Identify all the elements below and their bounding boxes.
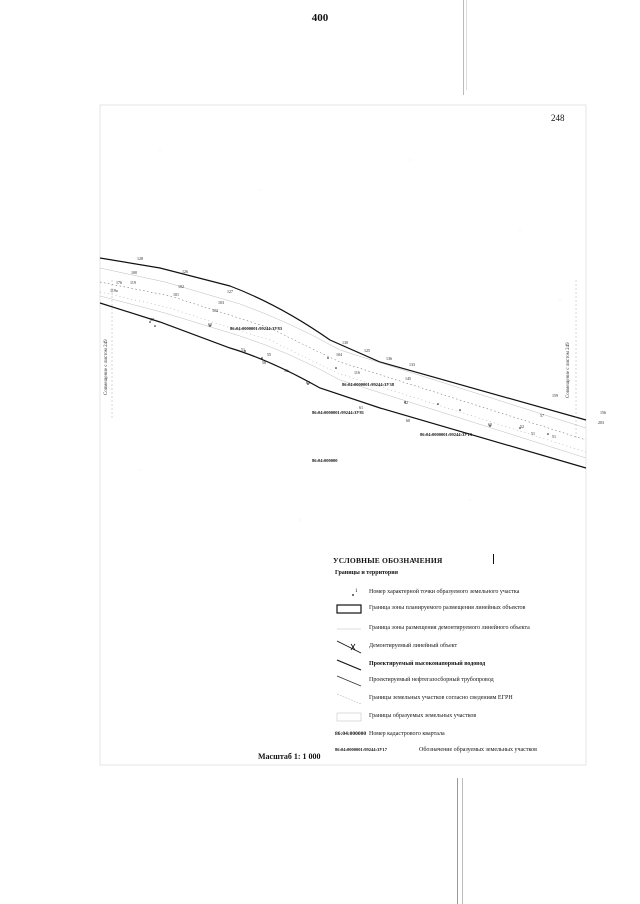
legend-item-formed-parcels [333, 710, 583, 724]
point-label: 156 [600, 410, 606, 415]
legend-item-text: Проектируемый нефтегазосборный трубопровод [369, 677, 494, 683]
match-label-right: Совмещение с листом 249 [566, 342, 571, 398]
parcel-boundary [100, 296, 586, 458]
point-label: 130 [342, 340, 348, 345]
point-label: 101 [173, 292, 179, 297]
thin-rectangle-icon [335, 710, 363, 724]
legend-marker [493, 554, 494, 564]
legend-item-dismantled-object [333, 640, 583, 654]
point-label: 145 [405, 376, 411, 381]
point-label: 136 [386, 356, 392, 361]
point-label: 60 [208, 322, 212, 327]
point-label: 125 [364, 348, 370, 353]
point-label: 51 [531, 431, 535, 436]
point-label: 127 [227, 289, 233, 294]
point-label: 116 [354, 370, 360, 375]
legend-item-text: Граница зоны планируемого размещения линейных объектов [369, 605, 526, 611]
point-label: 102 [212, 308, 218, 313]
legend-subtitle: Границы и территория [335, 570, 398, 576]
legend-item-text: Демонтируемый линейный объект [369, 643, 458, 649]
point-label: 104 [336, 352, 342, 357]
point-label: 52 [520, 424, 524, 429]
legend-item-text: Номер кадастрового квартала [369, 731, 445, 737]
medium-line-icon [335, 674, 363, 688]
point-label: 119 [130, 280, 136, 285]
cadastral-quarter-code: 86:04:000000 [335, 731, 367, 737]
point-label: 103 [218, 300, 224, 305]
legend-item-text: Проектируемый высоконапорный водовод [369, 661, 486, 667]
bold-line-icon [335, 658, 363, 672]
legend-item-text: Границы земельных участков согласно сведениям ЕГРН [369, 695, 513, 701]
point-label: 51 [241, 347, 245, 352]
point-number-icon [335, 586, 363, 600]
cadastral-label: 86:04:0000001:99244:ЗУ81 [312, 410, 365, 415]
cadastral-label: 86:04:0000001:99244:ЗУ83 [230, 326, 283, 331]
legend [333, 556, 583, 736]
point-label: 58 [262, 360, 266, 365]
point-label: 126 [182, 269, 188, 274]
point-label: 61 [359, 405, 363, 410]
legend-title: УСЛОВНЫЕ ОБОЗНАЧЕНИЯ [333, 556, 443, 565]
cadastral-label: 86:04:0000001:99244:ЗУ38 [342, 382, 395, 387]
point-markers [149, 321, 549, 435]
point-label: 51 [552, 434, 556, 439]
point-label: 55 [267, 352, 271, 357]
sheet-number: 248 [551, 113, 565, 123]
thin-line-icon [335, 622, 363, 636]
point-label: 60 [406, 418, 410, 423]
legend-item-text: Границы образуемых земельных участков [369, 713, 477, 719]
legend-item-dismantle-zone [333, 622, 583, 636]
page-number: 400 [311, 12, 329, 24]
legend-item-parcel-designation [333, 744, 593, 758]
legend-item-text: Номер характерной точки образуемого земельного участка [369, 589, 520, 595]
legend-item-cadastral-quarter [333, 728, 583, 742]
point-label: 128 [137, 256, 143, 261]
parcel-designation-code: 86:04:0000001:99244:ЗУ17 [335, 747, 388, 752]
point-label: 102 [178, 284, 184, 289]
point-label: 56 [284, 368, 288, 373]
cadastral-label: 86:04:0000001:99244:ЗУ13 [420, 432, 473, 437]
point-label: 176 [116, 280, 122, 285]
cross-line-icon [335, 640, 363, 654]
legend-item-water-pipeline [333, 658, 583, 672]
point-label: 57 [540, 413, 544, 418]
legend-item-point-number [333, 586, 583, 600]
point-label: 60 [488, 422, 492, 427]
legend-item-egrn-boundaries [333, 692, 583, 706]
point-label: 42 [404, 400, 408, 405]
point-label: 63 [306, 380, 310, 385]
match-label-left: Совмещение с листом 249 [104, 339, 109, 395]
legend-item-text: Граница зоны размещения демонтируемого линейного объекта [369, 625, 530, 631]
point-label: 133 [409, 362, 415, 367]
gray-dashed-line-icon [335, 692, 363, 706]
legend-item-planned-zone [333, 602, 583, 616]
point-label: 87 [150, 317, 154, 322]
point-label: 203 [598, 420, 604, 425]
svg-text:1: 1 [355, 589, 358, 594]
pipeline-line-1 [100, 282, 586, 440]
scale-label: Масштаб 1: 1 000 [258, 752, 321, 761]
point-label: 159 [552, 393, 558, 398]
legend-item-text: Обозначение образуемых земельных участков [419, 747, 537, 753]
cadastral-quarter-label: 86:04:000000 [312, 458, 338, 463]
point-label: 100 [131, 270, 137, 275]
legend-item-oil-pipeline [333, 674, 583, 688]
point-label: 119а [110, 288, 118, 293]
pipeline-line-2 [100, 292, 586, 452]
bold-rectangle-icon [335, 602, 363, 616]
